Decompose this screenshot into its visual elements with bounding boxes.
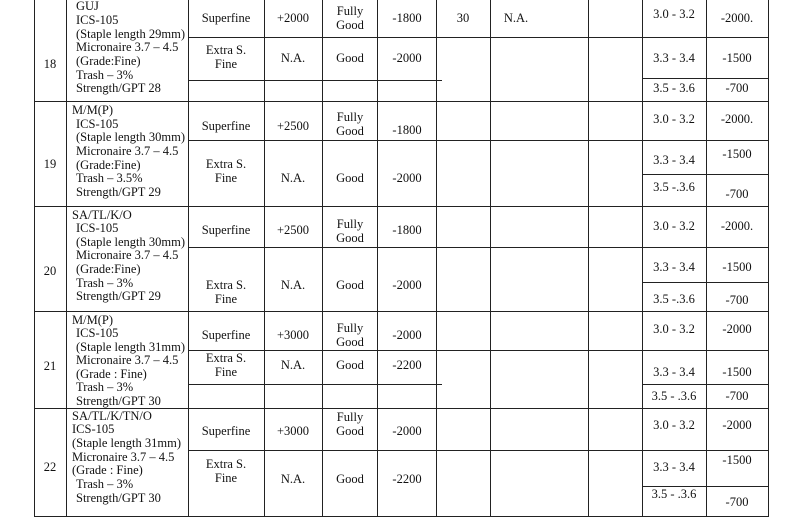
micronaire-value: -1500 [722,51,752,65]
desc-line: (Grade:Fine) [76,262,141,276]
desc-line: (Staple length 31mm) [76,340,186,354]
row-number: 20 [43,264,57,278]
premium-value: +3000 [276,424,310,438]
micronaire-range: 3.3 - 3.4 [653,51,695,65]
desc-line: Trash – 3.5% [76,171,143,185]
premium-value: N.A. [280,472,306,486]
desc-line: (Staple length 29mm) [76,27,186,41]
desc-line: ICS-105 [76,326,119,340]
quality-value: Good [336,358,364,372]
col-rule [66,0,67,517]
cell-rule [188,450,768,451]
premium-value: +3000 [276,328,310,342]
cell-rule [642,78,768,79]
premium-value: +2500 [276,223,310,237]
premium-value: +2000 [276,11,310,25]
extra-value: N.A. [503,11,529,25]
quality-line: Good [336,335,364,349]
micronaire-range: 3.5 - 3.6 [653,81,695,95]
price-value: -2200 [392,472,422,486]
micronaire-range: 3.5 -.3.6 [653,292,695,306]
col-rule [490,0,491,517]
desc-line: ICS-105 [76,117,119,131]
micronaire-value: -2000. [720,11,754,25]
desc-line: Strength/GPT 29 [76,289,161,303]
micronaire-range: 3.5 - .3.6 [651,389,697,403]
desc-line: (Grade:Fine) [76,158,141,172]
desc-line: Micronaire 3.7 – 4.5 [72,450,175,464]
price-value: -2000 [392,328,422,342]
grade-superfine: Superfine [201,119,251,133]
micronaire-range: 3.0 - 3.2 [653,112,695,126]
desc-line: Micronaire 3.7 – 4.5 [76,353,179,367]
micronaire-value: -2000. [720,112,754,126]
micronaire-range: 3.5 -.3.6 [653,180,695,194]
cell-rule [642,282,768,283]
desc-line: GUJ [76,0,99,13]
quality-line: Fully [336,110,364,124]
micronaire-value: -700 [725,293,749,307]
row-number: 22 [43,460,57,474]
price-value: -2000 [392,171,422,185]
row-number: 18 [43,57,57,71]
row-rule [34,311,768,312]
desc-line: (Grade : Fine) [72,463,143,477]
premium-value: +2500 [276,119,310,133]
desc-line: Micronaire 3.7 – 4.5 [76,144,179,158]
desc-line: Trash – 3% [76,276,134,290]
desc-line: Strength/GPT 28 [76,81,161,95]
desc-line: (Grade : Fine) [76,367,147,381]
micronaire-value: -700 [725,187,749,201]
quality-line: Good [336,424,364,438]
price-value: -1800 [392,123,422,137]
micronaire-range: 3.3 - 3.4 [653,260,695,274]
desc-line: Trash – 3% [76,68,134,82]
col-rule [188,0,189,517]
grade-extra-fine: Fine [214,292,238,306]
grade-superfine: Superfine [201,424,251,438]
micronaire-range: 3.5 - .3.6 [651,487,697,501]
price-value: -1800 [392,223,422,237]
price-value: -1800 [392,11,422,25]
desc-line: (Staple length 31mm) [72,436,182,450]
row-rule [34,206,768,207]
grade-superfine: Superfine [201,11,251,25]
desc-line: M/M(P) [72,103,113,117]
desc-line: Strength/GPT 29 [76,185,161,199]
cell-rule [188,350,768,351]
grade-extra-fine: Extra S. [205,351,247,365]
micronaire-value: -2000. [720,219,754,233]
price-value: -2000 [392,51,422,65]
grade-extra-fine: Extra S. [205,278,247,292]
row-number: 19 [43,157,57,171]
col-rule [768,0,769,517]
grade-extra-fine: Fine [214,57,238,71]
micronaire-value: -1500 [722,365,752,379]
quality-value: Good [336,472,364,486]
extra-value: 30 [456,11,470,25]
desc-line: Strength/GPT 30 [76,491,161,505]
col-rule [322,0,323,517]
micronaire-range: 3.0 - 3.2 [653,322,695,336]
desc-line: SA/TL/K/TN/O [72,409,152,423]
desc-line: M/M(P) [72,313,113,327]
micronaire-range: 3.0 - 3.2 [653,7,695,21]
quality-value: Good [336,278,364,292]
col-rule [588,0,589,517]
quality-line: Fully [336,217,364,231]
quality-line: Good [336,18,364,32]
desc-line: (Grade:Fine) [76,54,141,68]
premium-value: N.A. [280,278,306,292]
micronaire-value: -1500 [722,147,752,161]
grade-superfine: Superfine [201,223,251,237]
desc-line: Trash – 3% [76,477,134,491]
desc-line: Micronaire 3.7 – 4.5 [76,40,179,54]
micronaire-value: -700 [725,495,749,509]
grade-extra-fine: Fine [214,365,238,379]
col-rule [377,0,378,517]
grade-extra-fine: Extra S. [205,157,247,171]
micronaire-value: -1500 [722,453,752,467]
grade-superfine: Superfine [201,328,251,342]
quality-line: Good [336,124,364,138]
micronaire-value: -700 [725,389,749,403]
price-value: -2000 [392,424,422,438]
row-number: 21 [43,359,57,373]
desc-line: (Staple length 30mm) [76,235,186,249]
cell-rule [642,384,768,385]
desc-line: SA/TL/K/O [72,208,132,222]
micronaire-range: 3.0 - 3.2 [653,219,695,233]
grade-extra-fine: Fine [214,171,238,185]
micronaire-range: 3.0 - 3.2 [653,418,695,432]
quality-line: Fully [336,321,364,335]
desc-line: ICS-105 [76,221,119,235]
row-rule [34,101,768,102]
col-rule [34,0,35,517]
col-rule [264,0,265,517]
quality-value: Good [336,51,364,65]
micronaire-range: 3.3 - 3.4 [653,460,695,474]
grade-extra-fine: Extra S. [205,43,247,57]
cell-rule [188,247,768,248]
price-value: -2200 [392,358,422,372]
premium-value: N.A. [280,171,306,185]
micronaire-range: 3.3 - 3.4 [653,365,695,379]
grade-extra-fine: Extra S. [205,457,247,471]
cell-rule [642,174,768,175]
quality-line: Fully [336,4,364,18]
cell-rule [188,140,768,141]
desc-line: Strength/GPT 30 [76,394,161,408]
desc-line: ICS-105 [76,13,119,27]
col-rule [436,0,437,517]
price-value: -2000 [392,278,422,292]
desc-line: ICS-105 [72,422,115,436]
grade-extra-fine: Fine [214,471,238,485]
micronaire-value: -1500 [722,260,752,274]
quality-line: Fully [336,410,364,424]
premium-value: N.A. [280,51,306,65]
desc-line: (Staple length 30mm) [76,130,186,144]
cell-rule [188,37,768,38]
quality-line: Good [336,231,364,245]
cell-rule [188,384,442,385]
quality-value: Good [336,171,364,185]
micronaire-value: -2000 [722,418,752,432]
micronaire-value: -2000 [722,322,752,336]
premium-value: N.A. [280,358,306,372]
desc-line: Trash – 3% [76,380,134,394]
desc-line: Micronaire 3.7 – 4.5 [76,248,179,262]
micronaire-value: -700 [725,81,749,95]
micronaire-range: 3.3 - 3.4 [653,153,695,167]
cell-rule [188,80,442,81]
